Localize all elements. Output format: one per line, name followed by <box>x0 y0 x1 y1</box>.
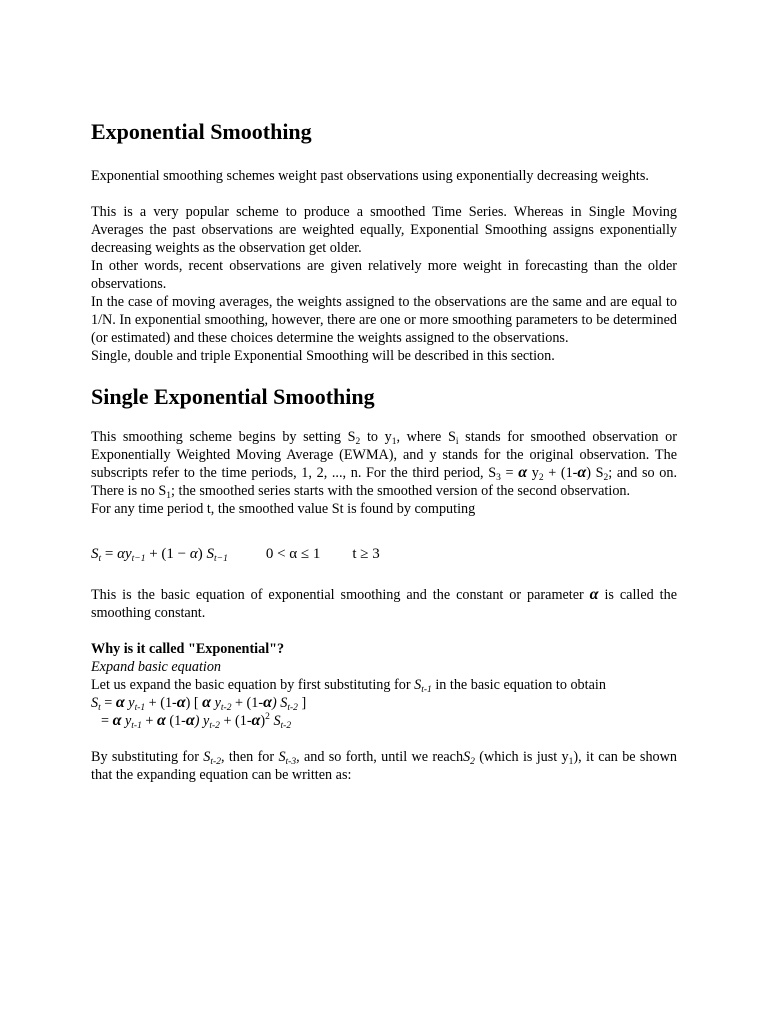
basic-equation: $S_t = \alpha y_{t-1} + (1 - \alpha)$ $S_{t-1}$ 0 < α ≤ 1 t ≥ 3 <box>91 546 380 564</box>
section-title-single: Single Exponential Smoothing <box>91 384 375 409</box>
alpha-range-condition: 0 < α ≤ 1 <box>265 546 321 562</box>
single-intro-paragraph: This smoothing scheme begins by setting $S_2$ to $y_1$, where $S_i$ stands for smoothed observation or Exponentially Weighted Moving Average (EWMA), and y stands for the original observation. The subscripts refer to the time periods, 1, 2, ..., n. For the third period, $S_3 = \alpha$ $y_2 + (1-\alpha)$ $S_2$; and so on. There is no $S_1$; the smoothed series starts with the smoothed version of the second observation. <box>91 429 678 501</box>
expanded-equation-2: = α $y_{t-1} + \alpha$ (1-α) $y_{t-2} + (1-\alpha)^2$ $S_{t-2}$ <box>101 712 292 731</box>
alpha-symbol: α <box>589 586 599 603</box>
popular-scheme-paragraph: This is a very popular scheme to produce a smoothed Time Series. Whereas in Single Moving Averages the past observations are weighted equally, Exponential Smoothing assigns exponentially decreasing weights as the observation get older. <box>91 204 677 256</box>
substitution-paragraph: By substituting for $S_{t-2}$, then for $S_{t-3}$, and so forth, until we reachS$_2$ (which is just $y_1$), it can be shown that the expanding equation can be written as: <box>91 749 677 783</box>
recent-weights-paragraph: In other words, recent observations are given relatively more weight in forecasting than the older observations. <box>91 258 677 292</box>
moving-averages-paragraph: In the case of moving averages, the weights assigned to the observations are the same and are equal to 1/N. In exponential smoothing, however, there are one or more smoothing parameters to be determined (or estimated) and these choices determine the weights assigned to the observations. <box>91 294 677 346</box>
why-heading: Why is it called "Exponential"? <box>91 641 285 657</box>
expand-intro-line: Let us expand the basic equation by first substituting for $S_{t-1}$ in the basic equation to obtain <box>91 677 606 695</box>
compute-intro-paragraph: For any time period t, the smoothed value St is found by computing <box>91 501 476 517</box>
document-content <box>91 118 677 784</box>
alpha-symbol: α <box>577 464 587 481</box>
page-title: Exponential Smoothing <box>91 119 312 144</box>
section-overview-paragraph: Single, double and triple Exponential Smoothing will be described in this section. <box>91 348 555 364</box>
expanded-equation-1: $S_t = \alpha$ $y_{t-1} + (1-\alpha)$ [ α $y_{t-2} + (1-\alpha)$ $S_{t-2}$ ] <box>91 694 307 713</box>
alpha-symbol: α <box>518 464 528 481</box>
basic-equation-paragraph: This is the basic equation of exponential smoothing and the constant or parameter α is called the smoothing constant. <box>91 586 677 621</box>
intro-paragraph: Exponential smoothing schemes weight past observations using exponentially decreasing weights. <box>91 168 649 184</box>
expand-subheading: Expand basic equation <box>91 659 222 675</box>
t-condition: t ≥ 3 <box>352 546 380 562</box>
